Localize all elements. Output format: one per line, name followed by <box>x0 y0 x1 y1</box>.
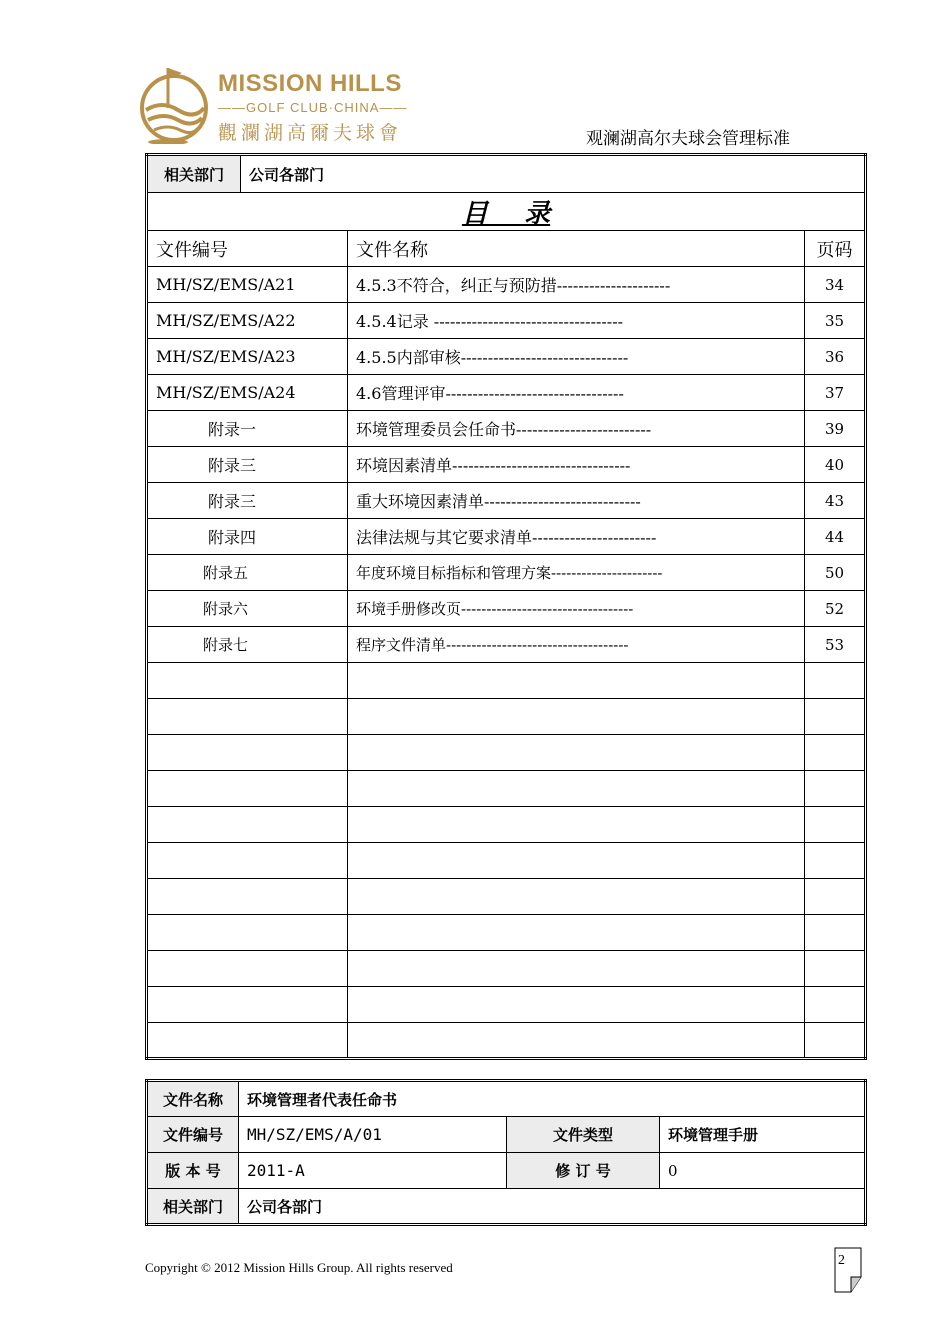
toc-empty-cell <box>805 1023 866 1059</box>
toc-row-page: 53 <box>805 627 866 663</box>
toc-empty-row <box>147 951 866 987</box>
toc-empty-cell <box>348 987 805 1023</box>
toc-empty-cell <box>147 735 348 771</box>
toc-row <box>147 627 866 663</box>
toc-row-code: 附录六 <box>147 591 348 627</box>
toc-row-code: 附录四 <box>147 519 348 555</box>
toc-empty-cell <box>805 735 866 771</box>
toc-row-code: 附录三 <box>147 447 348 483</box>
revision-value: 0 <box>660 1153 866 1189</box>
toc-empty-cell <box>348 699 805 735</box>
toc-empty-cell <box>805 951 866 987</box>
toc-row-page: 35 <box>805 303 866 339</box>
doc-name-value: 环境管理者代表任命书 <box>239 1081 866 1117</box>
toc-empty-cell <box>147 663 348 699</box>
toc-row-code: MH/SZ/EMS/A23 <box>147 339 348 375</box>
toc-empty-cell <box>348 1023 805 1059</box>
col-header-name: 文件名称 <box>348 231 805 267</box>
toc-empty-row <box>147 771 866 807</box>
toc-empty-cell <box>805 843 866 879</box>
toc-row-page: 36 <box>805 339 866 375</box>
toc-empty-row <box>147 807 866 843</box>
toc-empty-row <box>147 987 866 1023</box>
toc-row <box>147 591 866 627</box>
toc-row-name: 环境因素清单--------------------------------- <box>348 447 805 483</box>
info-dept-value: 公司各部门 <box>239 1189 866 1225</box>
toc-empty-cell <box>348 663 805 699</box>
toc-empty-row <box>147 663 866 699</box>
toc-row <box>147 339 866 375</box>
toc-empty-row <box>147 735 866 771</box>
page-number-box <box>834 1247 862 1293</box>
doc-code-label: 文件编号 <box>147 1117 239 1153</box>
toc-row-code: 附录五 <box>147 555 348 591</box>
toc-row-page: 34 <box>805 267 866 303</box>
document-info-table <box>145 1079 867 1226</box>
brand-name-en: MISSION HILLS <box>218 70 402 97</box>
toc-row-page: 52 <box>805 591 866 627</box>
toc-row <box>147 267 866 303</box>
toc-empty-cell <box>147 699 348 735</box>
toc-row-code: 附录七 <box>147 627 348 663</box>
col-header-page: 页码 <box>805 231 866 267</box>
version-value: 2011-A <box>239 1153 507 1189</box>
toc-row-name: 4.6管理评审--------------------------------- <box>348 375 805 411</box>
toc-row-page: 39 <box>805 411 866 447</box>
toc-empty-cell <box>805 807 866 843</box>
toc-empty-row <box>147 915 866 951</box>
toc-row-code: 附录一 <box>147 411 348 447</box>
toc-empty-cell <box>348 771 805 807</box>
copyright-text: Copyright © 2012 Mission Hills Group. All rights reserved <box>145 1260 453 1275</box>
toc-row-name: 重大环境因素清单----------------------------- <box>348 483 805 519</box>
toc-empty-cell <box>348 879 805 915</box>
toc-empty-cell <box>805 771 866 807</box>
toc-row-page: 50 <box>805 555 866 591</box>
toc-heading: 目 录 <box>147 193 866 231</box>
toc-row-code: 附录三 <box>147 483 348 519</box>
toc-empty-cell <box>348 951 805 987</box>
toc-row-page: 37 <box>805 375 866 411</box>
toc-empty-cell <box>147 915 348 951</box>
toc-table <box>145 153 867 1060</box>
toc-row-page: 40 <box>805 447 866 483</box>
toc-empty-cell <box>147 1023 348 1059</box>
toc-dept-label: 相关部门 <box>148 156 241 192</box>
toc-empty-cell <box>805 699 866 735</box>
toc-empty-row <box>147 699 866 735</box>
header-title: 观澜湖高尔夫球会管理标准 <box>586 129 790 149</box>
toc-row-name: 4.5.3不符合，纠正与预防措--------------------- <box>348 267 805 303</box>
toc-empty-cell <box>147 843 348 879</box>
toc-row <box>147 555 866 591</box>
toc-empty-row <box>147 1023 866 1059</box>
doc-type-label: 文件类型 <box>507 1117 660 1153</box>
toc-empty-cell <box>147 951 348 987</box>
toc-empty-row <box>147 879 866 915</box>
brand-subtitle-en: ——GOLF CLUB·CHINA—— <box>218 100 408 115</box>
toc-empty-cell <box>147 807 348 843</box>
toc-row <box>147 303 866 339</box>
toc-empty-cell <box>805 879 866 915</box>
toc-dept-value: 公司各部门 <box>249 165 325 184</box>
toc-empty-cell <box>348 807 805 843</box>
golf-flag-logo-icon <box>138 64 210 144</box>
toc-empty-cell <box>348 735 805 771</box>
toc-row-code: MH/SZ/EMS/A21 <box>147 267 348 303</box>
toc-row-name: 年度环境目标指标和管理方案---------------------- <box>348 555 805 591</box>
toc-row <box>147 483 866 519</box>
toc-empty-cell <box>348 915 805 951</box>
toc-row <box>147 411 866 447</box>
toc-empty-cell <box>147 771 348 807</box>
toc-row <box>147 519 866 555</box>
toc-row-page: 44 <box>805 519 866 555</box>
brand-name-zh: 觀瀾湖高爾夫球會 <box>218 122 403 144</box>
toc-row-name: 4.5.4记录 ----------------------------------- <box>348 303 805 339</box>
toc-empty-cell <box>805 663 866 699</box>
toc-row-name: 环境管理委员会任命书------------------------- <box>348 411 805 447</box>
version-label: 版 本 号 <box>147 1153 239 1189</box>
page-number: 2 <box>838 1253 845 1268</box>
toc-row <box>147 447 866 483</box>
doc-name-label: 文件名称 <box>147 1081 239 1117</box>
toc-row-code: MH/SZ/EMS/A22 <box>147 303 348 339</box>
toc-empty-cell <box>805 987 866 1023</box>
col-header-code: 文件编号 <box>147 231 348 267</box>
info-dept-label: 相关部门 <box>147 1189 239 1225</box>
toc-empty-cell <box>147 879 348 915</box>
doc-code-value: MH/SZ/EMS/A/01 <box>239 1117 507 1153</box>
toc-empty-row <box>147 843 866 879</box>
toc-row-code: MH/SZ/EMS/A24 <box>147 375 348 411</box>
toc-row-name: 4.5.5内部审核------------------------------- <box>348 339 805 375</box>
toc-row-name: 程序文件清单------------------------------------ <box>348 627 805 663</box>
toc-row-name: 法律法规与其它要求清单----------------------- <box>348 519 805 555</box>
toc-row-name: 环境手册修改页---------------------------------- <box>348 591 805 627</box>
revision-label: 修 订 号 <box>507 1153 660 1189</box>
toc-empty-cell <box>805 915 866 951</box>
toc-empty-cell <box>348 843 805 879</box>
toc-row <box>147 375 866 411</box>
mission-hills-logo <box>138 64 408 144</box>
toc-empty-cell <box>147 987 348 1023</box>
toc-row-page: 43 <box>805 483 866 519</box>
doc-type-value: 环境管理手册 <box>660 1117 866 1153</box>
